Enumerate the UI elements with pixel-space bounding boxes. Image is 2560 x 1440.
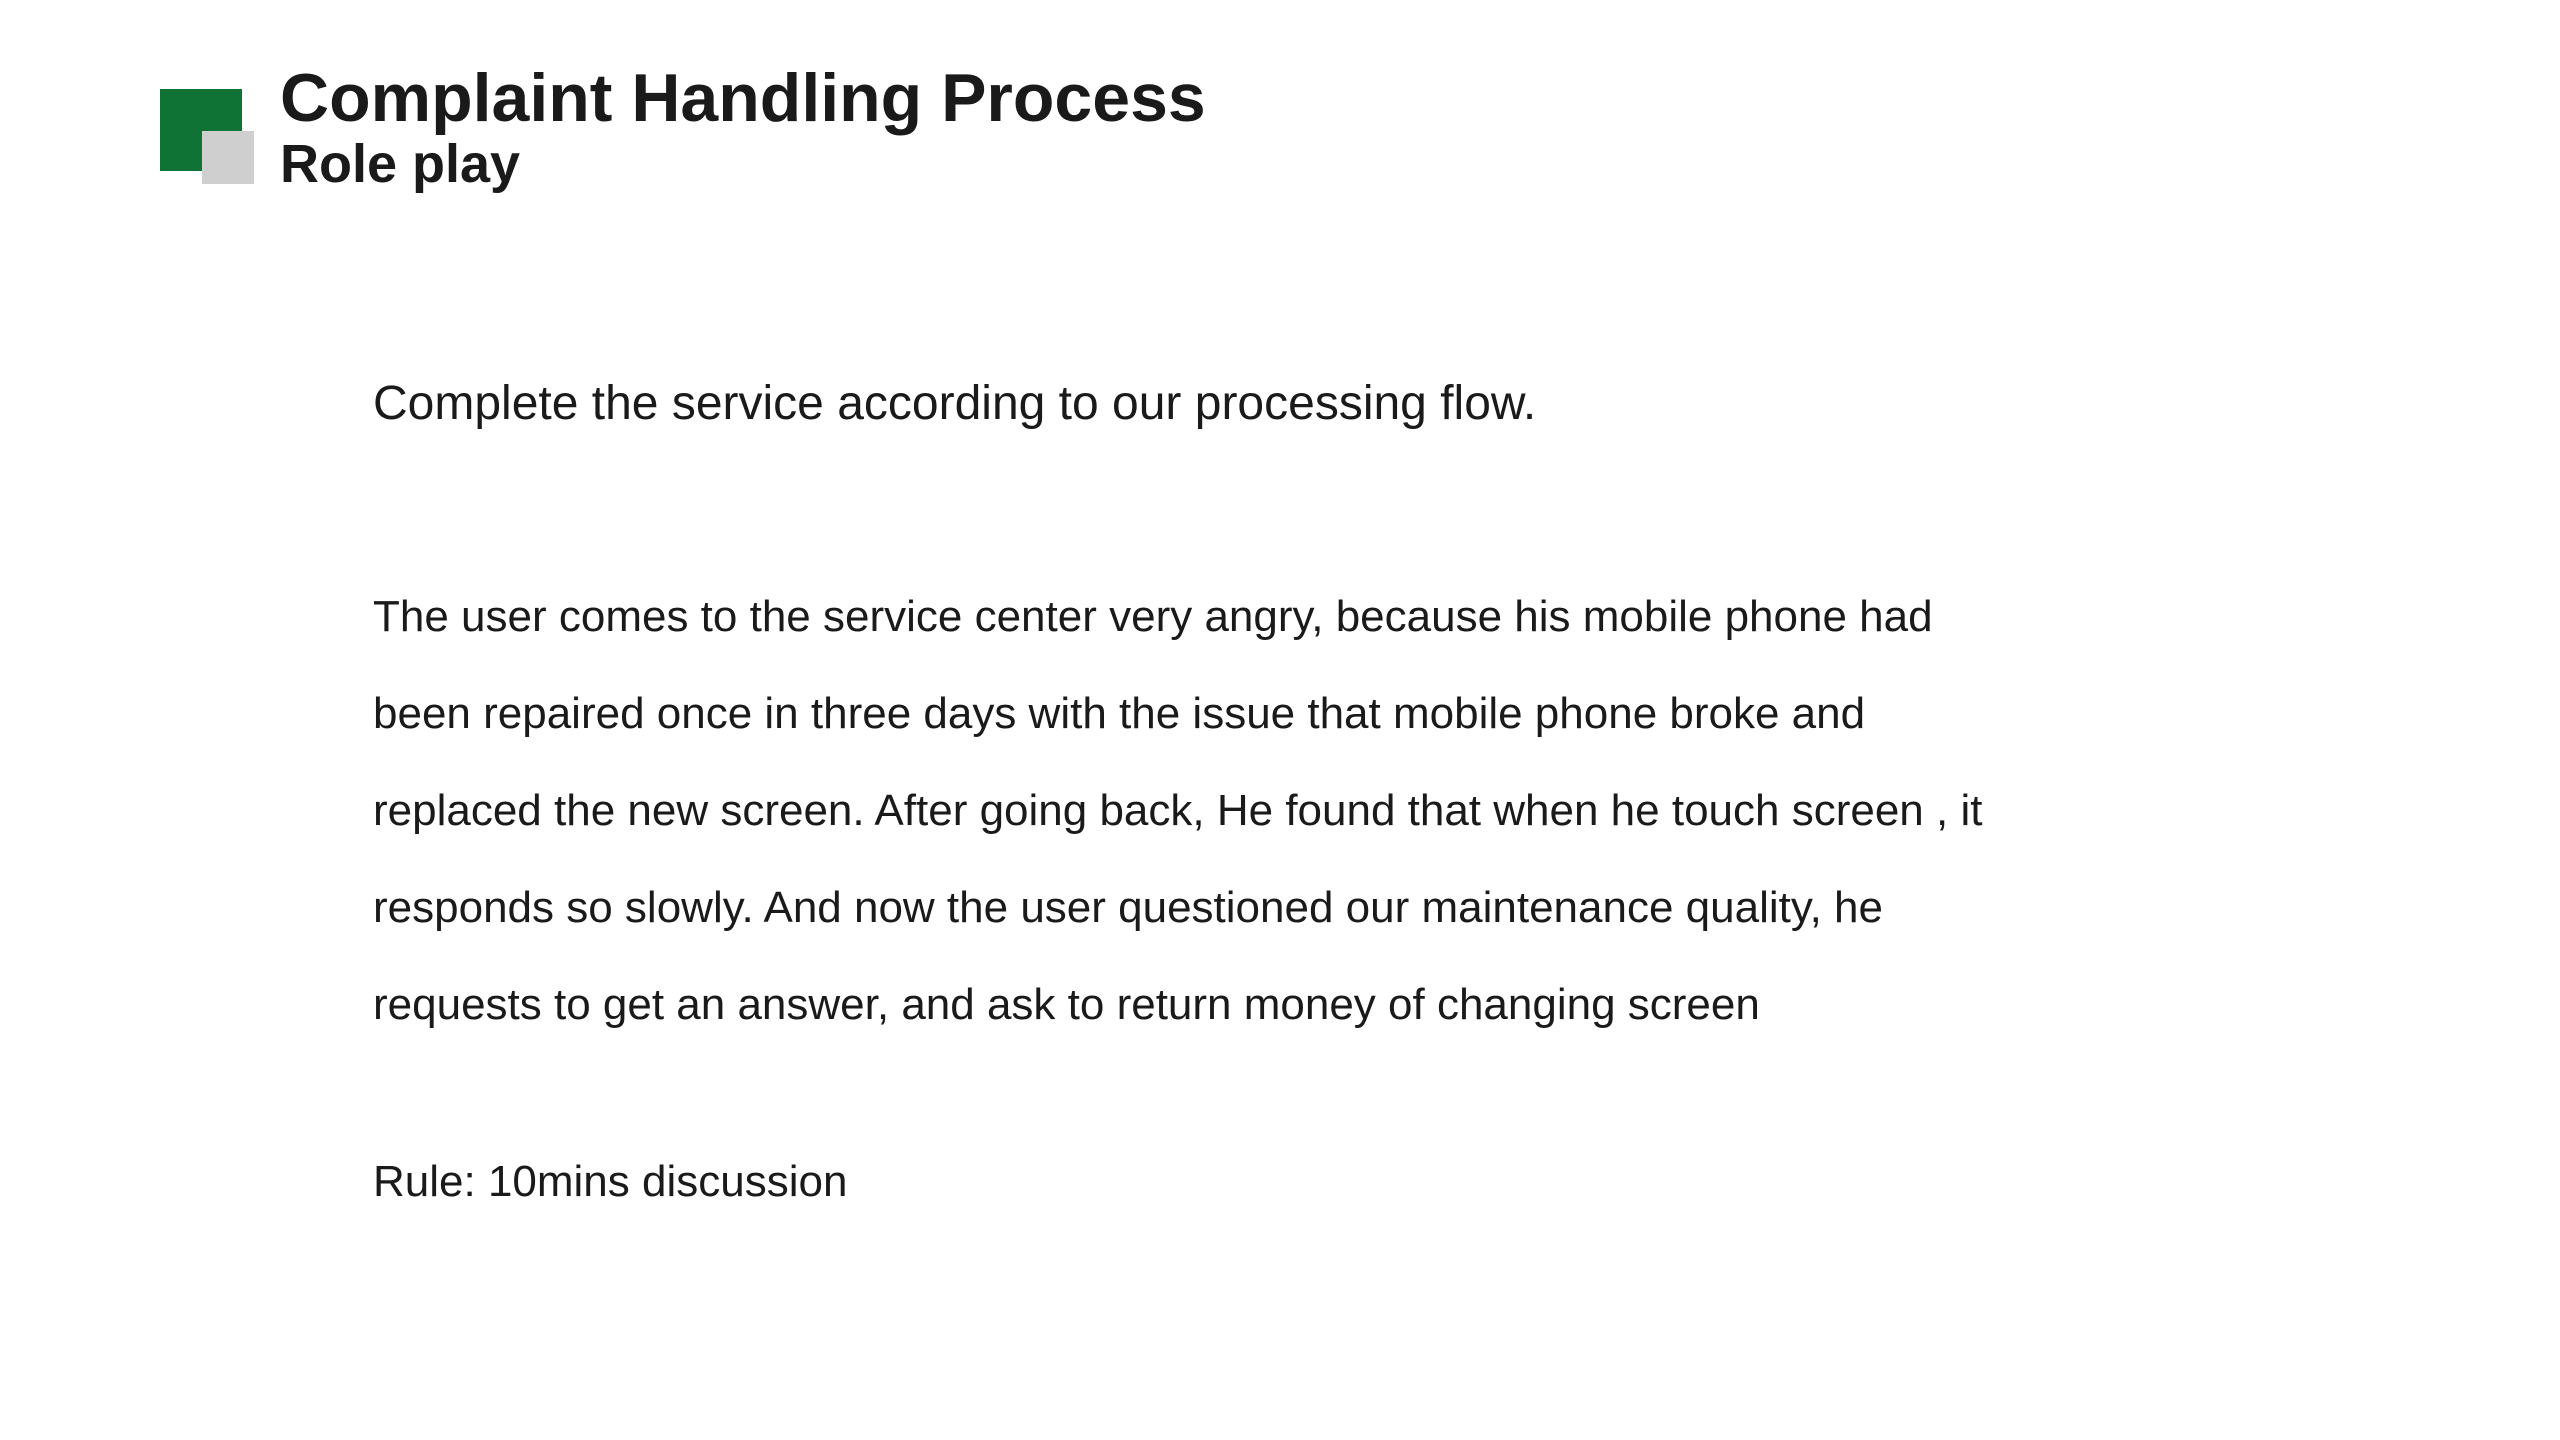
scenario-line: replaced the new screen. After going back, He found that when he touch screen , it <box>373 786 1983 835</box>
scenario-line: The user comes to the service center very angry, because his mobile phone had <box>373 592 1933 641</box>
scenario-paragraph <box>373 568 2273 1053</box>
instruction-text: Complete the service according to our processing flow. <box>373 377 1537 430</box>
scenario-line: responds so slowly. And now the user questioned our maintenance quality, he <box>373 883 1883 932</box>
logo-gray-square <box>202 131 254 184</box>
slide-subtitle: Role play <box>280 134 521 194</box>
rule-text: Rule: 10mins discussion <box>373 1157 848 1206</box>
scenario-line: requests to get an answer, and ask to return money of changing screen <box>373 980 1760 1029</box>
brand-logo <box>160 89 254 184</box>
slide-title: Complaint Handling Process <box>280 60 1206 136</box>
scenario-line: been repaired once in three days with the issue that mobile phone broke and <box>373 689 1866 738</box>
